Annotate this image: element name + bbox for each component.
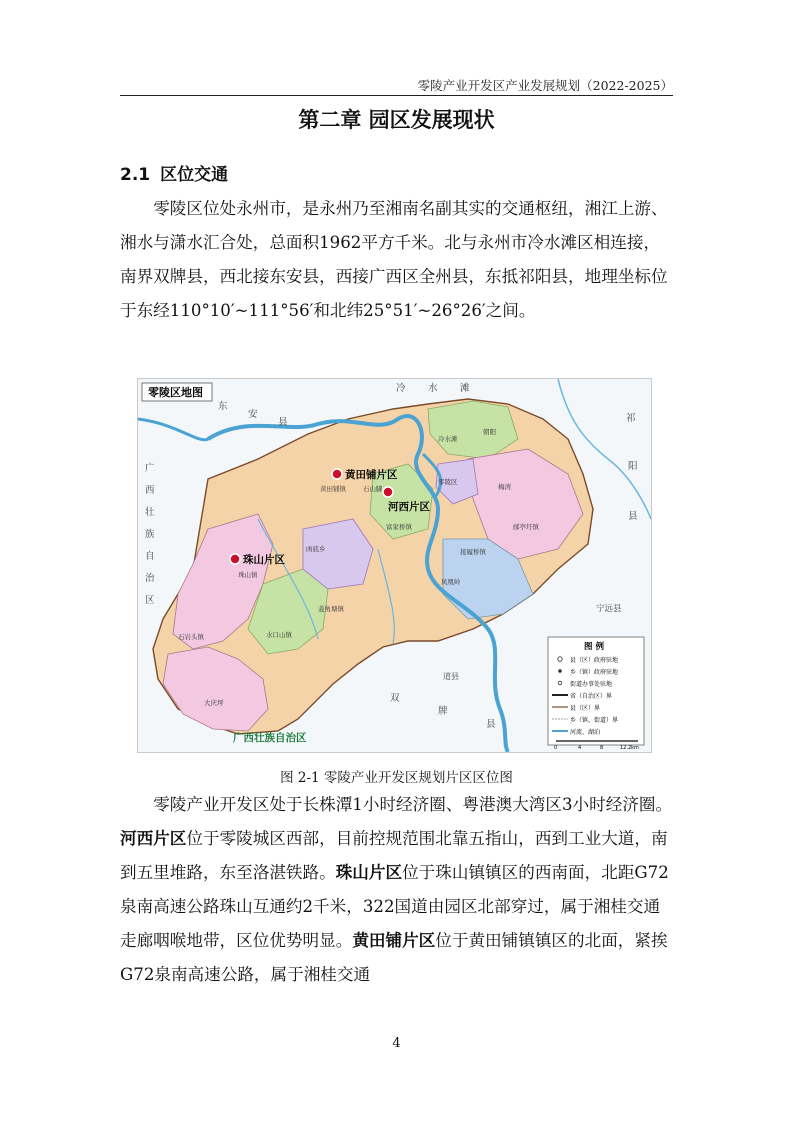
dongan-label-2: 安 (248, 409, 258, 420)
legend-item-5: 县（区）界 (570, 705, 601, 712)
section-title: 区位交通 (160, 165, 229, 185)
keyword-hexi: 河西片区 (120, 829, 187, 848)
town-shiyan: 石岩头镇 (178, 633, 204, 641)
map-title: 零陵区地图 (148, 386, 203, 399)
scale-label-12: 12.2km (620, 745, 639, 751)
dongan-label-1: 东 (218, 401, 228, 412)
legend-item-6: 乡（镇、街道）界 (570, 717, 619, 724)
qiyang-label-1: 祁 (626, 413, 636, 424)
town-zhaoyang: 朝阳 (483, 428, 496, 436)
town-fengpaoshan: 凤凰岭 (441, 578, 461, 586)
para2-s3: 位于珠山镇镇区的西南面，北距G72泉南高速公路珠山互通约2千米，322国道由园区北部穿过，属于湘桂交通走廊咽喉地带，区位优势明显。 (120, 863, 669, 950)
intro-paragraph (120, 192, 673, 328)
shuangpai-label-2: 牌 (438, 706, 448, 717)
chapter-title: 第二章 园区发展现状 (298, 108, 495, 132)
page-number: 4 (392, 1036, 401, 1051)
legend-item-2: 乡（镇）政府驻地 (570, 669, 619, 676)
shuangpai-label-1: 双 (390, 693, 400, 704)
ningyuan-label: 宁远县 (596, 604, 622, 614)
hexi-park-label: 河西片区 (388, 501, 430, 513)
para2-s1: 零陵产业开发区处于长株潭1小时经济圈、粤港澳大湾区3小时经济圈。 (153, 795, 673, 814)
legend-item-1: 县（区）政府驻地 (570, 657, 619, 664)
guangxi-label-1: 广 (145, 463, 155, 474)
qiyang-label-2: 阳 (628, 461, 638, 472)
legend-town-seat-symbol (558, 669, 562, 673)
para2-s2: 位于零陵城区西部，目前控规范围北靠五指山，西到工业大道，南到五里堆路，东至洛湛铁路。 (120, 829, 668, 882)
location-paragraph (120, 788, 673, 992)
town-longtan: 凼底乡 (306, 545, 326, 553)
guangxi-label-6: 治 (145, 573, 155, 584)
shuangpai-label-3: 县 (486, 719, 496, 730)
town-lingling: 零陵区 (438, 478, 458, 486)
legend-item-4: 省（自治区）界 (570, 693, 613, 700)
town-fupu: 富家桥镇 (386, 523, 412, 531)
scale-label-0: 0 (554, 745, 558, 751)
intro-paragraph-text: 零陵区位处永州市，是永州乃至湘南名副其实的交通枢纽，湘江上游、湘水与潇水汇合处，总面积1962平方千米。北与永州市冷水滩区相连接，南界双牌县，西北接东安县，西接广西区全州县，东抵祁阳县，地理坐标位于东经110°10′~111°56′和北纬25°51′~26°26′之间。 (120, 199, 668, 320)
guangxi-label-2: 西 (145, 485, 155, 496)
guangxi-label-4: 族 (145, 529, 155, 540)
legend-title: 图 例 (584, 642, 604, 652)
legend-item-7: 河流、湖泊 (570, 729, 601, 736)
dongan-label-3: 县 (278, 417, 288, 428)
legend-item-3: 街道办事处驻地 (570, 681, 613, 688)
scale-label-4: 4 (578, 745, 582, 751)
daoxian-label: 道县 (443, 672, 459, 681)
map-legend (548, 637, 644, 751)
map-svg (138, 379, 651, 752)
figure-caption: 图 2-1 零陵产业开发区规划片区区位图 (280, 770, 513, 786)
para2-s4: 位于黄田铺镇镇区的北面，紧挨G72泉南高速公路，属于湘桂交通 (120, 931, 668, 984)
qiyang-label-3: 县 (628, 511, 638, 522)
guangxi-bottom-label: 广西壮族自治区 (233, 732, 307, 744)
lingling-district-map (137, 378, 652, 753)
guangxi-label-5: 自 (145, 551, 155, 562)
lengshuitan-label-2: 水 (428, 383, 438, 394)
location-paragraph-text (120, 788, 673, 992)
section-heading (120, 160, 228, 185)
town-shishan: 石山脚 (363, 485, 383, 493)
town-huangtianpu: 黄田铺镇 (320, 485, 346, 493)
town-shuikou: 水口山镇 (266, 631, 292, 639)
guangxi-label-3: 壮 (145, 507, 155, 518)
section-number: 2.1 (120, 165, 151, 185)
keyword-huangtianpu: 黄田铺片区 (352, 931, 436, 950)
hexi-marker (383, 487, 393, 497)
huangtianpu-park-label: 黄田铺片区 (345, 469, 398, 481)
town-meiwan: 梅湾 (498, 483, 511, 491)
lengshuitan-label-3: 滩 (460, 383, 470, 394)
header-rule (120, 95, 673, 96)
town-yangjiang: 菱角塘镇 (318, 605, 344, 613)
lengshuitan-label-1: 冷 (396, 383, 406, 394)
town-dadongjiang: 大庆坪 (204, 699, 224, 707)
town-jieqiao: 接履桥镇 (460, 548, 486, 556)
town-lengshuitan: 冷水滩 (438, 435, 458, 443)
zhushan-park-label: 珠山片区 (243, 554, 285, 566)
town-zhushan: 珠山镇 (238, 571, 258, 579)
keyword-zhushan: 珠山片区 (335, 863, 403, 882)
guangxi-label-7: 区 (145, 595, 155, 606)
zhushan-marker (230, 554, 240, 564)
town-yiwang: 邮亭圩镇 (513, 523, 539, 531)
huangtianpu-marker (332, 469, 342, 479)
running-header: 零陵产业开发区产业发展规划（2022-2025） (417, 78, 673, 93)
scale-label-8: 8 (600, 745, 604, 751)
